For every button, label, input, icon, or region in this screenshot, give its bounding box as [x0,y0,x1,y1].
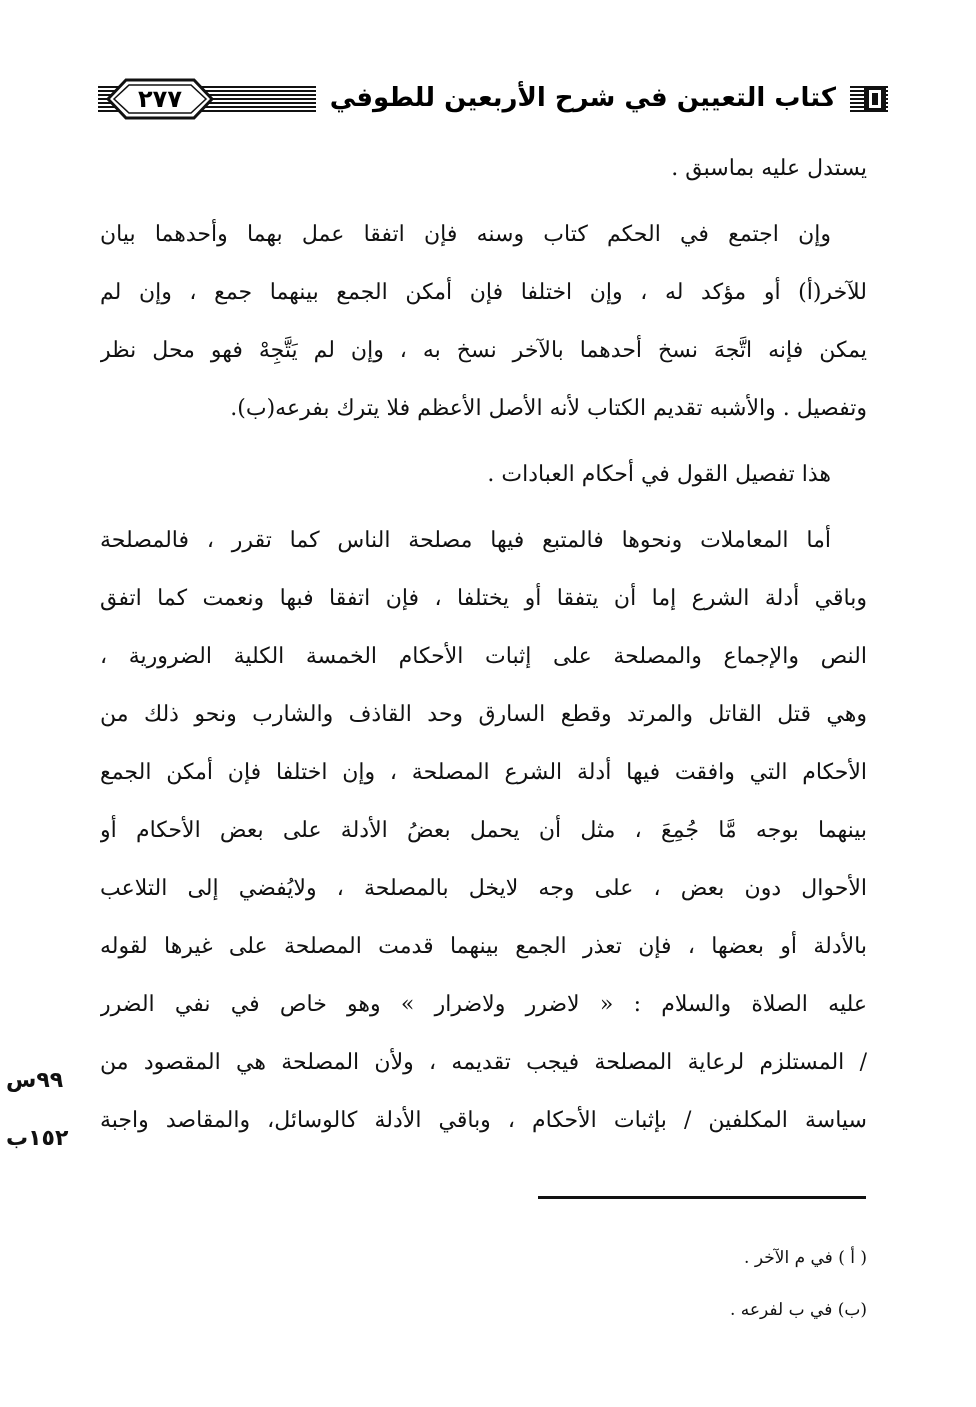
footnote-separator [538,1196,866,1199]
text-line: وإن اجتمع في الحكم كتاب وسنه فإن اتفقا عمل بهما وأحدهما بيان [100,222,831,247]
text-line: يمكن فإنه اتَّجهَ نسخ أحدهما بالآخر نسخ به ، وإن لم يَتَّجِهْ فهو محل نظر [100,338,867,363]
margin-note-manuscript-b: ١٥٢ب [6,1126,69,1151]
footnote-a: ( أ ) في م الآخر . [744,1248,867,1268]
running-header [98,72,888,128]
footnotes [500,1232,867,1336]
text-line: وهي قتل القاتل والمرتد وقطع السارق وحد القاذف والشارب ونحو ذلك من [100,702,867,727]
text-line: أما المعاملات ونحوها فالمتبع فيها مصلحة الناس كما تقرر ، فالمصلحة [100,528,831,553]
text-line: سياسة المكلفين / بإثبات الأحكام ، وباقي الأدلة كالوسائل، والمقاصد واجبة [100,1108,867,1133]
text-line: للآخر(أ) أو مؤكد له ، وإن اختلفا فإن أمكن الجمع بينهما جمع ، وإن لم [100,280,867,305]
main-text [100,140,867,1150]
header-end-mark-icon [862,84,888,114]
running-head-title: كتاب التعيين في شرح الأربعين للطوفي [316,78,850,118]
text-line: / المستلزم لرعاية المصلحة فيجب تقديمه ، ولأن المصلحة هي المقصود من [100,1050,867,1075]
text-line: عليه الصلاة والسلام : « لاضرر ولاضرار » وهو خاص في نفي الضرر [100,992,867,1017]
text-line: الأحوال دون بعض ، على وجه لايخل بالمصلحة ، ولايُفضي إلى التلاعب [100,876,867,901]
text-line: الأحكام التي وافقت فيها أدلة الشرع المصلحة ، وإن اختلفا فإن أمكن الجمع [100,760,867,785]
page-number: ٢٧٧ [138,85,182,113]
text-line: النص والإجماع والمصلحة على إثبات الأحكام الخمسة الكلية الضرورية ، [100,644,867,669]
text-line: هذا تفصيل القول في أحكام العبادات . [487,462,831,487]
footnote-b: (ب) في ب لفرعه . [729,1300,867,1320]
text-line: يستدل عليه بماسبق . [671,156,867,181]
margin-note-manuscript-s: ٩٩س [6,1068,64,1093]
text-line: وباقي أدلة الشرع إما أن يتفقا أو يختلفا ، فإن اتفقا فبها ونعمت كما اتفق [100,586,867,611]
text-line: بينهما بوجه مَّا جُمِعَ ، مثل أن يحمل بعضُ الأدلة على بعض الأحكام أو [100,818,867,843]
text-line: بالأدلة أو بعضها ، فإن تعذر الجمع بينهما قدمت المصلحة على غيرها لقوله [100,934,867,959]
text-line: وتفصيل . والأشبه تقديم الكتاب لأنه الأصل الأعظم فلا يترك بفرعه(ب). [230,396,867,421]
